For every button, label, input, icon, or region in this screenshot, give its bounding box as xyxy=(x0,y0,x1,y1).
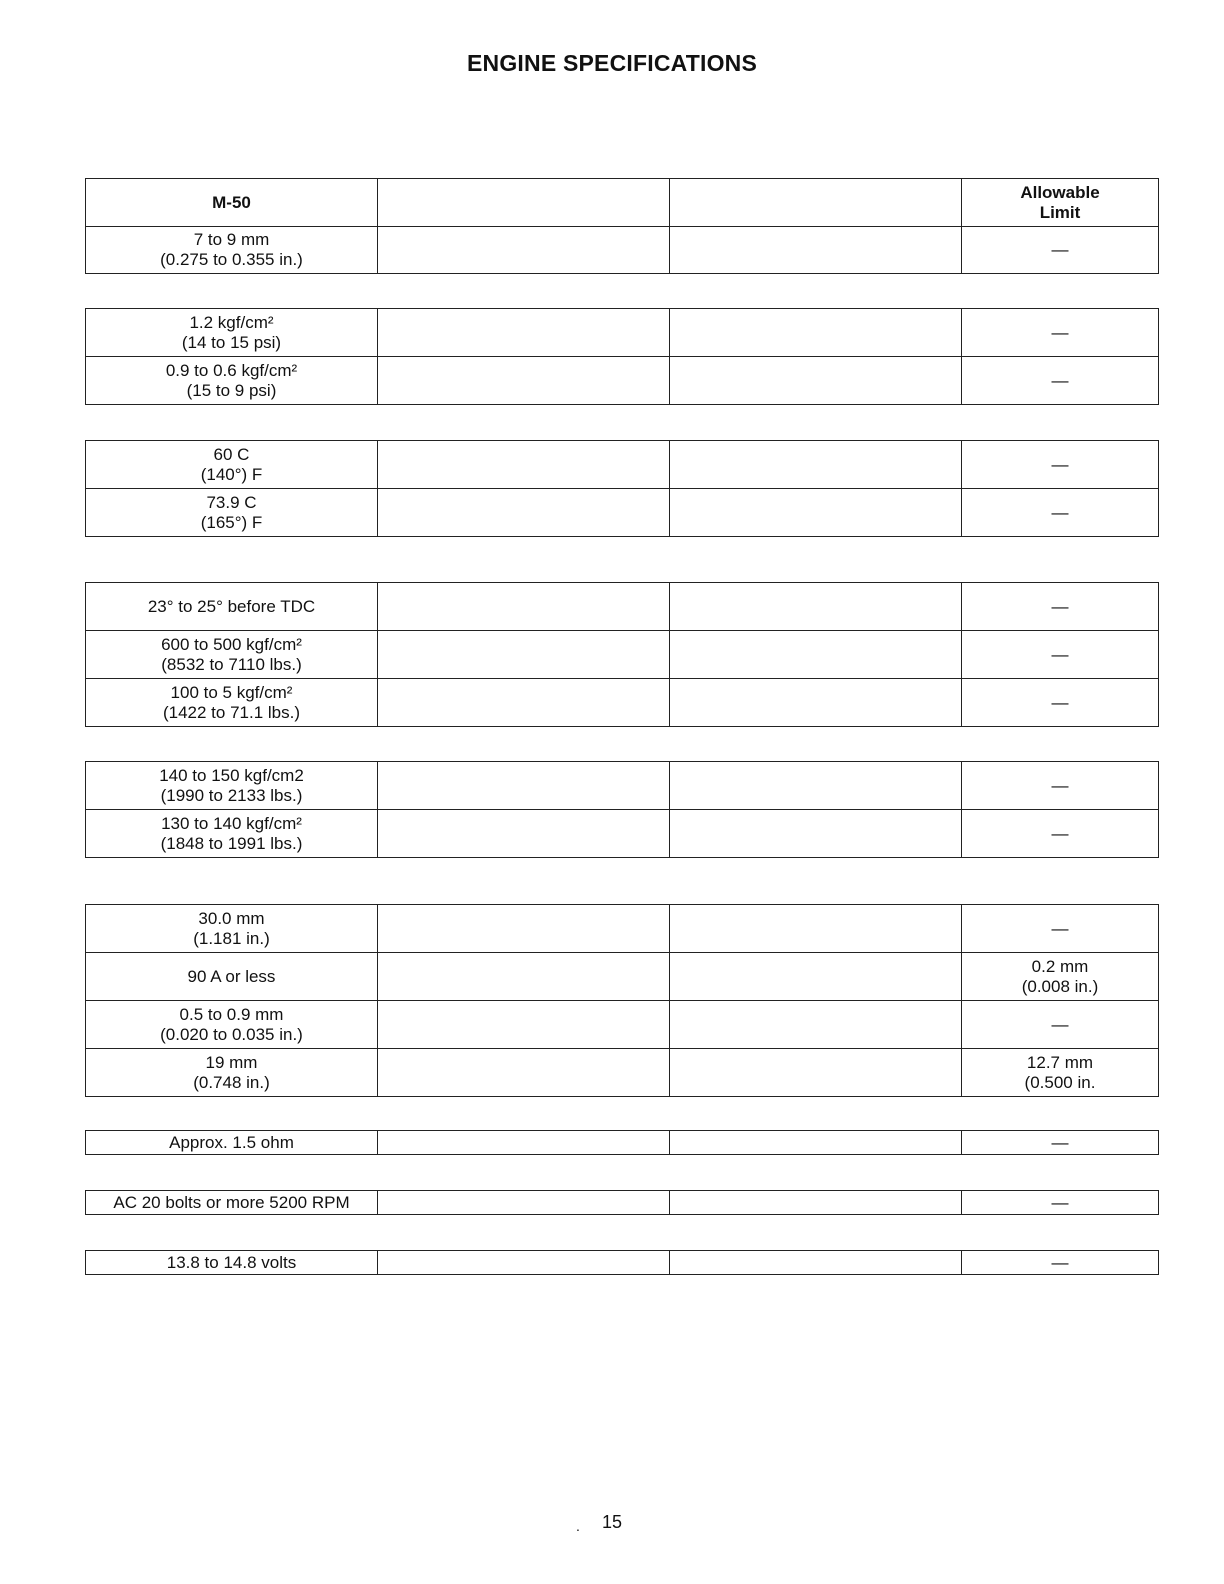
spec-value-line: 60 C xyxy=(213,444,250,464)
limit-cell xyxy=(962,905,1159,953)
table-row xyxy=(86,1191,1159,1215)
limit-cell xyxy=(962,441,1159,489)
empty-cell xyxy=(670,905,962,953)
spec-value-cell xyxy=(86,441,378,489)
limit-value-line: — xyxy=(1051,644,1069,664)
spec-value-line: 90 A or less xyxy=(187,966,276,986)
spec-value-line: (1.181 in.) xyxy=(193,928,270,948)
spec-value-line: (0.748 in.) xyxy=(193,1072,270,1092)
limit-value-line: 12.7 mm xyxy=(1026,1052,1094,1072)
spec-table xyxy=(85,440,1159,537)
spec-value-cell xyxy=(86,1251,378,1275)
limit-cell xyxy=(962,1131,1159,1155)
limit-value-line: — xyxy=(1051,692,1069,712)
empty-cell xyxy=(670,631,962,679)
page-number-mark: . xyxy=(576,1518,580,1534)
limit-value-line: — xyxy=(1051,918,1069,938)
spec-value-line: (14 to 15 psi) xyxy=(181,332,282,352)
empty-cell xyxy=(378,357,670,405)
table-row xyxy=(86,441,1159,489)
spec-value-line: 0.9 to 0.6 kgf/cm² xyxy=(165,360,298,380)
empty-cell xyxy=(378,179,670,227)
header-allowable-limit xyxy=(962,179,1159,227)
spec-value-cell xyxy=(86,631,378,679)
spec-value-line: (1422 to 71.1 lbs.) xyxy=(162,702,301,722)
table-row xyxy=(86,583,1159,631)
empty-cell xyxy=(378,762,670,810)
spec-value-cell xyxy=(86,583,378,631)
empty-cell xyxy=(378,583,670,631)
empty-cell xyxy=(378,1191,670,1215)
empty-cell xyxy=(378,1049,670,1097)
table-row xyxy=(86,1001,1159,1049)
spec-value-cell xyxy=(86,1001,378,1049)
spec-value-line: (15 to 9 psi) xyxy=(186,380,277,400)
limit-cell xyxy=(962,227,1159,274)
spec-value-cell xyxy=(86,810,378,858)
spec-value-line: 73.9 C xyxy=(206,492,257,512)
table-row xyxy=(86,762,1159,810)
limit-cell xyxy=(962,1251,1159,1275)
empty-cell xyxy=(670,441,962,489)
empty-cell xyxy=(378,227,670,274)
empty-cell xyxy=(670,810,962,858)
empty-cell xyxy=(378,679,670,727)
table-row xyxy=(86,1049,1159,1097)
spec-value-cell xyxy=(86,905,378,953)
limit-cell xyxy=(962,810,1159,858)
spec-value-line: 7 to 9 mm xyxy=(193,230,270,249)
spec-value-cell xyxy=(86,1131,378,1155)
empty-cell xyxy=(670,1251,962,1275)
spec-value-cell xyxy=(86,309,378,357)
table-row xyxy=(86,810,1159,858)
header-row xyxy=(86,179,1159,227)
limit-value-line: (0.008 in.) xyxy=(1021,976,1099,996)
limit-cell xyxy=(962,357,1159,405)
limit-value-line: — xyxy=(1051,775,1069,795)
limit-value-line: — xyxy=(1051,322,1069,342)
empty-cell xyxy=(670,583,962,631)
empty-cell xyxy=(670,357,962,405)
spec-value-cell xyxy=(86,1049,378,1097)
limit-cell xyxy=(962,309,1159,357)
limit-cell xyxy=(962,1001,1159,1049)
table-row xyxy=(86,1251,1159,1275)
spec-table xyxy=(85,1190,1159,1215)
limit-cell xyxy=(962,953,1159,1001)
empty-cell xyxy=(378,441,670,489)
empty-cell xyxy=(670,1131,962,1155)
spec-value-line: (0.020 to 0.035 in.) xyxy=(160,1024,303,1044)
spec-value-cell xyxy=(86,762,378,810)
table-row xyxy=(86,953,1159,1001)
table-row xyxy=(86,227,1159,274)
limit-value-line: — xyxy=(1051,1132,1069,1152)
limit-value-line: — xyxy=(1051,1252,1069,1272)
table-row xyxy=(86,905,1159,953)
limit-value-line: — xyxy=(1051,502,1069,522)
spec-table xyxy=(85,178,1159,274)
spec-table xyxy=(85,1130,1159,1155)
spec-value-cell xyxy=(86,227,378,274)
spec-value-line: (0.275 to 0.355 in.) xyxy=(160,250,303,269)
limit-value-line: — xyxy=(1051,596,1069,616)
table-row xyxy=(86,679,1159,727)
spec-value-line: 140 to 150 kgf/cm2 xyxy=(159,765,304,785)
limit-cell xyxy=(962,631,1159,679)
limit-cell xyxy=(962,762,1159,810)
spec-value-line: 19 mm xyxy=(205,1052,258,1072)
page-title: ENGINE SPECIFICATIONS xyxy=(466,50,758,76)
spec-value-line: (1990 to 2133 lbs.) xyxy=(160,785,303,805)
spec-value-line: 100 to 5 kgf/cm² xyxy=(170,682,293,702)
spec-table xyxy=(85,761,1159,858)
limit-value-line: — xyxy=(1051,1192,1069,1212)
spec-value-line: AC 20 bolts or more 5200 RPM xyxy=(113,1192,350,1212)
spec-value-line: 30.0 mm xyxy=(198,908,265,928)
empty-cell xyxy=(670,309,962,357)
empty-cell xyxy=(670,762,962,810)
spec-value-line: 1.2 kgf/cm² xyxy=(189,312,274,332)
limit-value-line: 0.2 mm xyxy=(1031,956,1089,976)
empty-cell xyxy=(378,631,670,679)
header-model: M-50 xyxy=(86,179,378,227)
empty-cell xyxy=(670,179,962,227)
spec-value-cell xyxy=(86,1191,378,1215)
spec-value-line: Approx. 1.5 ohm xyxy=(169,1132,294,1152)
limit-cell xyxy=(962,1049,1159,1097)
page-number: 15 xyxy=(601,1512,623,1532)
limit-value-line: — xyxy=(1051,1014,1069,1034)
empty-cell xyxy=(378,1251,670,1275)
limit-cell xyxy=(962,489,1159,537)
header-line: Limit xyxy=(1039,202,1081,222)
spec-value-line: 130 to 140 kgf/cm² xyxy=(161,813,302,833)
table-row xyxy=(86,631,1159,679)
spec-value-line: 600 to 500 kgf/cm² xyxy=(161,634,302,654)
spec-table xyxy=(85,582,1159,727)
empty-cell xyxy=(670,227,962,274)
spec-value-cell xyxy=(86,679,378,727)
spec-value-line: (8532 to 7110 lbs.) xyxy=(161,654,302,674)
empty-cell xyxy=(378,953,670,1001)
spec-value-line: 23° to 25° before TDC xyxy=(147,596,316,616)
spec-value-cell xyxy=(86,489,378,537)
limit-cell xyxy=(962,1191,1159,1215)
empty-cell xyxy=(670,1191,962,1215)
empty-cell xyxy=(378,810,670,858)
empty-cell xyxy=(378,1131,670,1155)
empty-cell xyxy=(378,1001,670,1049)
table-row xyxy=(86,1131,1159,1155)
table-row xyxy=(86,489,1159,537)
limit-value-line: (0.500 in. xyxy=(1024,1072,1096,1092)
spec-value-line: (1848 to 1991 lbs.) xyxy=(160,833,303,853)
table-row xyxy=(86,357,1159,405)
spec-value-line: (140°) F xyxy=(200,464,263,484)
spec-table xyxy=(85,904,1159,1097)
limit-cell xyxy=(962,583,1159,631)
spec-value-line: 0.5 to 0.9 mm xyxy=(179,1004,284,1024)
empty-cell xyxy=(670,1001,962,1049)
spec-value-cell xyxy=(86,953,378,1001)
limit-value-line: — xyxy=(1051,370,1069,390)
header-line: Allowable xyxy=(1020,182,1100,202)
empty-cell xyxy=(670,1049,962,1097)
spec-table xyxy=(85,308,1159,405)
limit-value-line: — xyxy=(1051,454,1069,474)
empty-cell xyxy=(670,953,962,1001)
spec-value-line: 13.8 to 14.8 volts xyxy=(166,1252,297,1272)
table-row xyxy=(86,309,1159,357)
limit-value-line: — xyxy=(1051,823,1069,843)
spec-value-line: (165°) F xyxy=(200,512,263,532)
limit-value-line: — xyxy=(1051,240,1069,259)
spec-table xyxy=(85,1250,1159,1275)
empty-cell xyxy=(670,679,962,727)
empty-cell xyxy=(378,905,670,953)
spec-value-cell xyxy=(86,357,378,405)
limit-cell xyxy=(962,679,1159,727)
empty-cell xyxy=(670,489,962,537)
empty-cell xyxy=(378,309,670,357)
empty-cell xyxy=(378,489,670,537)
